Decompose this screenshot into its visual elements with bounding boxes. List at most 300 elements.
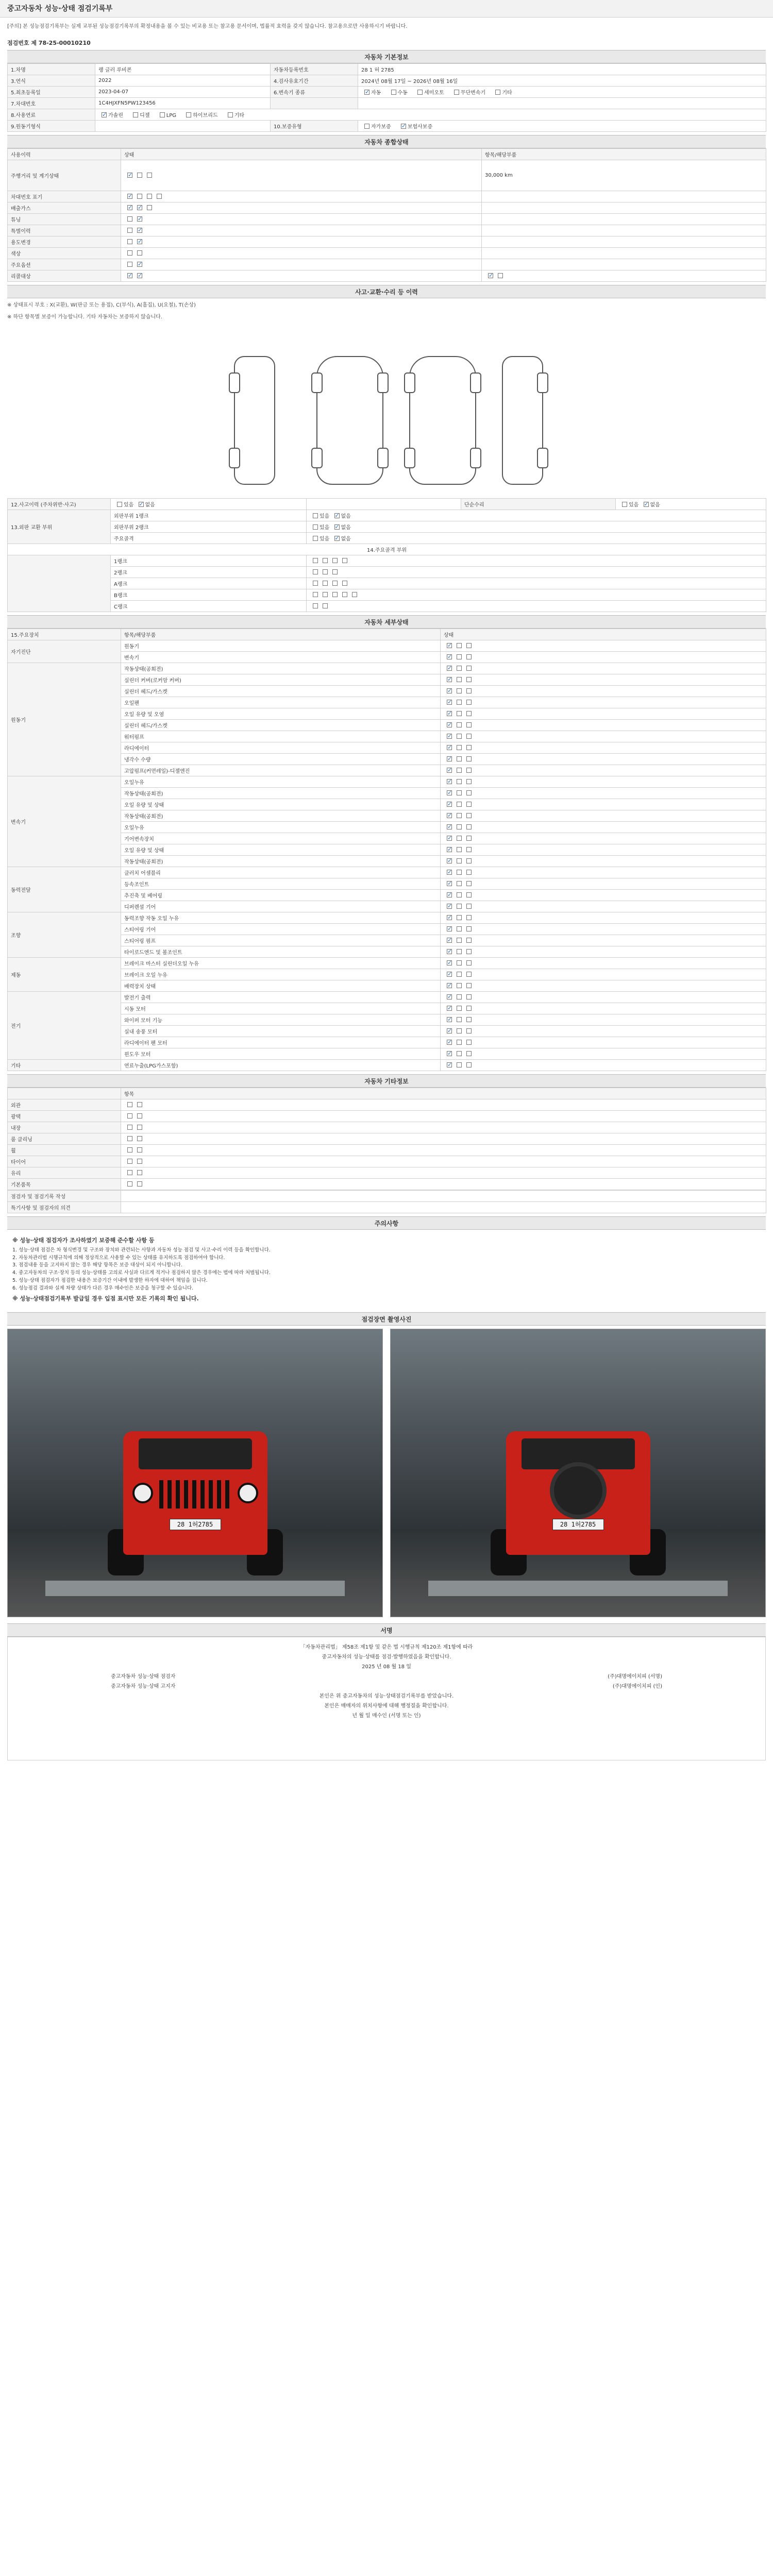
item-label: 라디에이터 팬 모터 [121, 1037, 441, 1048]
checkbox [332, 569, 338, 574]
checkbox [137, 173, 142, 178]
table-row [8, 776, 766, 788]
special-notes-table: 점검자 및 점검기록 작성 특기사항 및 점검자의 의견 [7, 1190, 766, 1213]
checkbox [127, 205, 132, 210]
damage-title: 사고·교환·수리 등 이력 [7, 285, 766, 298]
item-label: 냉각수 수량 [121, 754, 441, 765]
front-photo [7, 1329, 383, 1617]
checkbox [457, 802, 462, 807]
checkbox [457, 756, 462, 761]
checkbox [466, 768, 472, 773]
label: 8.사용연료 [8, 109, 95, 121]
red-jeep-front-icon: 28 1허2785 [123, 1431, 267, 1555]
checkbox [332, 581, 338, 586]
checkbox [313, 524, 318, 530]
item-label: 실린더 헤드/가스켓 [121, 720, 441, 731]
checkbox [466, 722, 472, 727]
checkbox [447, 802, 452, 807]
checkbox [137, 228, 142, 233]
value: 2024년 08월 17일 ~ 2026년 08월 16일 [358, 75, 766, 87]
status-checks [121, 1156, 766, 1167]
checkbox [313, 592, 318, 597]
table-row [8, 663, 766, 674]
item-label: 오일누유 [121, 822, 441, 833]
other-info-title: 자동차 기타정보 [7, 1074, 766, 1088]
table-row: 주행거리 및 계기상태 ✓ 30,000 km [8, 160, 766, 191]
row-label: 내장 [8, 1122, 121, 1133]
checkbox [127, 239, 132, 244]
table-row [8, 935, 766, 946]
table-row [8, 1133, 766, 1145]
checkbox [466, 858, 472, 863]
checkbox [644, 502, 649, 507]
item-label: 오일 유량 및 상태 [121, 844, 441, 856]
checkbox [447, 768, 452, 773]
table-row [8, 720, 766, 731]
checkbox [137, 1125, 142, 1130]
checkbox [457, 904, 462, 909]
checkbox [364, 124, 369, 129]
table-row: B랭크 [8, 589, 766, 601]
notes-title: 주의사항 [7, 1216, 766, 1230]
table-row [8, 867, 766, 878]
checkbox [457, 1006, 462, 1011]
status-checks [441, 958, 766, 969]
status-checks [121, 1122, 766, 1133]
table-row: 2랭크 [8, 567, 766, 578]
checkbox [447, 790, 452, 795]
checkbox [447, 926, 452, 931]
item-label: 실린더 헤드/가스켓 [121, 686, 441, 697]
checkbox [457, 722, 462, 727]
notice-text: [주의] 본 성능점검기록부는 실제 교부된 성능점검기록부의 확정내용을 볼 수 있는 비교용 또는 참고용 문서이며, 법률적 효력을 갖지 않습니다. 참고용으로만 사용하시기 바랍니다. [7, 24, 408, 29]
rear-photo [390, 1329, 766, 1617]
status-checks [441, 742, 766, 754]
table-row: 특별이력 ✓ [8, 225, 766, 236]
checkbox [466, 983, 472, 988]
checkbox [488, 273, 493, 278]
checkbox [313, 536, 318, 541]
checkbox [137, 216, 142, 222]
checkbox [457, 1051, 462, 1056]
table-row: C랭크 [8, 601, 766, 612]
checkbox [466, 836, 472, 841]
checkbox [447, 722, 452, 727]
status-checks [441, 980, 766, 992]
status-checks [441, 720, 766, 731]
checkbox [457, 734, 462, 739]
checkbox [457, 824, 462, 829]
checkbox [137, 1102, 142, 1107]
status-checks [441, 1026, 766, 1037]
table-row [8, 674, 766, 686]
status-checks [441, 924, 766, 935]
item-label: 실린더 커버(로커암 커버) [121, 674, 441, 686]
table-row [8, 708, 766, 720]
item-label: 윈도우 모터 [121, 1048, 441, 1060]
item-label: 스티어링 기어 [121, 924, 441, 935]
checkbox [457, 938, 462, 943]
item-label: 오일 유량 및 상태 [121, 799, 441, 810]
table-row: 외판부위 2랭크 있음 ✓없음 [8, 521, 766, 533]
basic-info-title: 자동차 기본정보 [7, 50, 766, 63]
checkbox [457, 847, 462, 852]
checkbox [466, 1051, 472, 1056]
checkbox [323, 569, 328, 574]
status-checks [441, 754, 766, 765]
checkbox [466, 654, 472, 659]
value: 2023-04-07 [95, 87, 271, 98]
checkbox [457, 666, 462, 671]
checkbox [127, 1170, 132, 1175]
document-number: 점검번호 제 78-25-00010210 [7, 40, 91, 46]
table-row [8, 1167, 766, 1179]
status-checks [441, 663, 766, 674]
checkbox [457, 1040, 462, 1045]
vehicle-diagram [7, 325, 766, 495]
checkbox [466, 904, 472, 909]
checkbox [457, 768, 462, 773]
status-checks [441, 708, 766, 720]
checkbox [457, 983, 462, 988]
table-row [8, 109, 766, 121]
checkbox [147, 173, 152, 178]
row-label: 기본품목 [8, 1179, 121, 1190]
table-row: 차대번호 표기 ✓ [8, 191, 766, 202]
checkbox [447, 666, 452, 671]
checkbox [447, 643, 452, 648]
item-label: 배력장치 상태 [121, 980, 441, 992]
checkbox [447, 1040, 452, 1045]
checkbox [447, 1017, 452, 1022]
status-checks [121, 1133, 766, 1145]
detail-table: 15.주요장치 항목/해당부품 상태 자기진단 원동기 ✓ 변속기 ✓ 원동기 작동상태(공회전) ✓ 실린더 커버(로커암 커버) ✓ 실린더 헤드/가스켓 ✓ 오일팬 ✓ 오일 유량 및 오염 ✓ 실린더 헤드/가스켓 ✓ 워터펌프 ✓ 라디에이터 ✓ 냉각수 수량 ✓ 고압펌프(커먼레일)-디젤엔진 ✓ 변속기 오일누유 ✓ 작동상태(공회전) ✓ 오일 유량 및 상태 ✓ 작동상태(공회전) ✓ 오일누유 ✓ 기어변속장치 ✓ 오일 유량 및 상태 ✓ 작동상태(공회전) ✓ 동력전달 클러치 어셈블리 ✓ 등속조인트 ✓ 추진축 및 베어링 ✓ 디퍼렌셜 기어 ✓ 조향 동력조향 작동 오일 누유 ✓ 스티어링 기어 ✓ 스티어링 펌프 ✓ 타이로드엔드 및 볼조인트 ✓ 제동 브레이크 마스터 실린더오일 누유 ✓ 브레이크 오일 누유 ✓ 배력장치 상태 ✓ 전기 발전기 출력 ✓ 시동 모터 ✓ 와이퍼 모터 기능 ✓ 실내 송풍 모터 ✓ 라디에이터 팬 모터 ✓ 윈도우 모터 ✓ 기타 연료누출(LPG가스포함) ✓ [7, 629, 766, 1071]
checkbox [323, 592, 328, 597]
status-checks [441, 652, 766, 663]
checkbox [457, 700, 462, 705]
table-row: 14.주요골격 부위 [8, 544, 766, 555]
label: 3.연식 [8, 75, 95, 87]
checkbox [457, 790, 462, 795]
summary-table: 사용이력 상태 항목/해당부품 주행거리 및 계기상태 ✓ 30,000 km 차대번호 표기 ✓ 배출가스 ✓✓ 튜닝 ✓ 특별이력 ✓ 용도변경 ✓ 색상 주요옵션 ✓ 리콜대상 ✓✓ ✓ [7, 148, 766, 282]
checkbox [160, 112, 165, 117]
table-row [8, 765, 766, 776]
checkbox [137, 205, 142, 210]
checkbox [466, 790, 472, 795]
checkbox [313, 581, 318, 586]
table-row [8, 121, 766, 132]
table-row [8, 980, 766, 992]
checkbox [454, 90, 459, 95]
checkbox [466, 847, 472, 852]
value: 랭 글러 루비콘 [95, 64, 271, 75]
status-checks [441, 935, 766, 946]
checkbox [466, 666, 472, 671]
checkbox [457, 654, 462, 659]
table-row [8, 912, 766, 924]
status-checks [441, 810, 766, 822]
value: 2022 [95, 75, 271, 87]
signature-title: 서명 [7, 1623, 766, 1637]
checkbox [127, 216, 132, 222]
checkbox [457, 858, 462, 863]
checkbox [313, 558, 318, 563]
signature-block: 「자동차관리법」 제58조 제1항 및 같은 법 시행규칙 제120조 제1항에 따라 중고자동차의 성능·상태를 점검·발행하였음을 확인합니다. 2025 년 08 월 18 일 중고자동차 성능·상태 점검자 (주)대명에이치피 (서명) 중고자동차 성능·상태 고지자 (주)대명에이치피 (인) 본인은 위 중고자동차의 성능·상태점검기록부를 받았습니다. 본인은 매매자의 위치사항에 대해 행정질을 확인합니다. 년 월 일 매수인 (서명 또는 인) [7, 1637, 766, 1760]
red-jeep-rear-icon: 28 1허2785 [506, 1431, 650, 1555]
checkbox [466, 677, 472, 682]
checkbox [457, 836, 462, 841]
checkbox [457, 870, 462, 875]
checkbox [498, 273, 503, 278]
table-row [8, 946, 766, 958]
checkbox [457, 972, 462, 977]
checkbox [342, 592, 347, 597]
checkbox [137, 262, 142, 267]
checkbox [466, 643, 472, 648]
checkbox [117, 502, 122, 507]
checkbox [127, 1113, 132, 1118]
table-row [8, 742, 766, 754]
checkbox [447, 700, 452, 705]
value [95, 121, 271, 132]
label: 4.검사유효기간 [271, 75, 358, 87]
checkbox [137, 194, 142, 199]
mileage-value: 30,000 km [482, 160, 766, 191]
checkbox [457, 711, 462, 716]
table-row: 튜닝 ✓ [8, 214, 766, 225]
status-checks [441, 1037, 766, 1048]
table-row [8, 652, 766, 663]
group-label: 동력전달 [8, 867, 121, 912]
checkbox [447, 734, 452, 739]
item-label: 클러치 어셈블리 [121, 867, 441, 878]
item-label: 오일누유 [121, 776, 441, 788]
car-diagram-top-icon [316, 356, 383, 485]
table-row [8, 697, 766, 708]
checkbox [364, 90, 369, 95]
checkbox [447, 1051, 452, 1056]
item-label: 추진축 및 베어링 [121, 890, 441, 901]
checkbox [466, 915, 472, 920]
checkbox [137, 273, 142, 278]
item-label: 오일팬 [121, 697, 441, 708]
checkbox [466, 960, 472, 965]
checkbox [457, 926, 462, 931]
item-label: 동력조향 작동 오일 누유 [121, 912, 441, 924]
checkbox [466, 972, 472, 977]
checkbox [466, 824, 472, 829]
status-checks [441, 890, 766, 901]
checkbox [313, 513, 318, 518]
status-checks [121, 1099, 766, 1111]
table-row [8, 822, 766, 833]
table-row [8, 856, 766, 867]
checkbox [457, 960, 462, 965]
table-row [8, 1048, 766, 1060]
status-checks [441, 1060, 766, 1071]
checkbox [342, 581, 347, 586]
status-checks [121, 1179, 766, 1190]
table-row [8, 1111, 766, 1122]
table-row [8, 799, 766, 810]
photos-title: 점검장면 촬영사진 [7, 1312, 766, 1326]
checkbox [447, 892, 452, 897]
checkbox [127, 262, 132, 267]
checkbox [466, 688, 472, 693]
table-row [8, 1003, 766, 1014]
checkbox [137, 1113, 142, 1118]
item-label: 타이로드엔드 및 볼조인트 [121, 946, 441, 958]
other-info-table: 항목 외관 광택 내장 룸 클리닝 휠 타이어 유리 기본품목 [7, 1088, 766, 1190]
checkbox [466, 711, 472, 716]
item-label: 작동상태(공회전) [121, 663, 441, 674]
label: 9.원동기형식 [8, 121, 95, 132]
checkbox [457, 949, 462, 954]
checkbox [137, 239, 142, 244]
checkbox [447, 972, 452, 977]
item-label: 발전기 출력 [121, 992, 441, 1003]
checkbox [457, 745, 462, 750]
checkbox [447, 836, 452, 841]
status-checks [441, 844, 766, 856]
group-label: 전기 [8, 992, 121, 1060]
checkbox [457, 1062, 462, 1067]
checkbox [447, 1006, 452, 1011]
checkbox [466, 700, 472, 705]
label: 5.최초등록일 [8, 87, 95, 98]
checkbox [447, 960, 452, 965]
row-label: 룸 클리닝 [8, 1133, 121, 1145]
checkbox [457, 881, 462, 886]
status-checks [441, 731, 766, 742]
label: 10.보증유형 [271, 121, 358, 132]
checkbox [127, 273, 132, 278]
group-label: 제동 [8, 958, 121, 992]
status-checks [441, 1003, 766, 1014]
status-checks [441, 969, 766, 980]
checkbox [127, 1136, 132, 1141]
checkbox [466, 949, 472, 954]
checkbox [457, 1028, 462, 1033]
checkbox [495, 90, 500, 95]
table-row [8, 878, 766, 890]
detail-title: 자동차 세부상태 [7, 615, 766, 629]
group-label: 기타 [8, 1060, 121, 1071]
status-checks [121, 1167, 766, 1179]
car-diagram-right-icon [502, 356, 543, 485]
item-label: 고압펌프(커먼레일)-디젤엔진 [121, 765, 441, 776]
item-label: 작동상태(공회전) [121, 810, 441, 822]
legend-symbols: ※ 상태표시 부호 : X(교환), W(판금 또는 용접), C(부식), A(흠집), U(요철), T(손상) [7, 302, 196, 308]
checkbox [127, 1125, 132, 1130]
label: 1.차명 [8, 64, 95, 75]
status-checks [121, 1111, 766, 1122]
checkbox [466, 779, 472, 784]
value: 28 1 허 2785 [358, 64, 766, 75]
status-checks [441, 765, 766, 776]
status-checks [441, 833, 766, 844]
checkbox [447, 858, 452, 863]
status-checks [441, 901, 766, 912]
table-row [8, 686, 766, 697]
checkbox [466, 1006, 472, 1011]
checkbox [447, 983, 452, 988]
checkbox [228, 112, 233, 117]
checkbox [447, 745, 452, 750]
item-label: 작동상태(공회전) [121, 788, 441, 799]
checkbox [334, 536, 340, 541]
value: 1C4HJXFN5PW123456 [95, 98, 271, 109]
table-row [8, 788, 766, 799]
status-checks [441, 799, 766, 810]
checkbox [466, 813, 472, 818]
item-label: 등속조인트 [121, 878, 441, 890]
fuel-options: ✓ 가솔린 디젤 LPG 하이브리드 기타 [95, 109, 766, 121]
document-title: 중고자동차 성능·상태 점검기록부 [0, 0, 773, 18]
item-label: 기어변속장치 [121, 833, 441, 844]
status-checks [441, 697, 766, 708]
table-row: 배출가스 ✓✓ [8, 202, 766, 214]
checkbox [127, 1147, 132, 1153]
item-label: 브레이크 마스터 실린더오일 누유 [121, 958, 441, 969]
checkbox [417, 90, 423, 95]
item-label: 워터펌프 [121, 731, 441, 742]
checkbox [137, 1170, 142, 1175]
checkbox [457, 779, 462, 784]
checkbox [466, 1017, 472, 1022]
label: 6.변속기 종류 [271, 87, 358, 98]
legend-note: ※ 하단 항목별 보증이 가능합니다. 기타 자동차는 보증하지 않습니다. [7, 314, 162, 320]
checkbox [447, 677, 452, 682]
table-row [8, 844, 766, 856]
checkbox [127, 250, 132, 256]
group-label: 자기진단 [8, 640, 121, 663]
checkbox [447, 813, 452, 818]
checkbox [457, 677, 462, 682]
checkbox [457, 994, 462, 999]
car-diagram-left-icon [234, 356, 275, 485]
row-label: 외관 [8, 1099, 121, 1111]
table-row: 리콜대상 ✓✓ ✓ [8, 270, 766, 282]
checkbox [137, 1159, 142, 1164]
inspection-photos [7, 1329, 766, 1617]
checkbox [102, 112, 107, 117]
table-row [8, 75, 766, 87]
status-checks [441, 867, 766, 878]
checkbox [447, 870, 452, 875]
item-label: 디퍼렌셜 기어 [121, 901, 441, 912]
checkbox [457, 892, 462, 897]
checkbox [466, 1062, 472, 1067]
checkbox [457, 813, 462, 818]
checkbox [323, 603, 328, 608]
table-row: A랭크 [8, 578, 766, 589]
item-label: 라디에이터 [121, 742, 441, 754]
checkbox [447, 994, 452, 999]
checkbox [127, 1159, 132, 1164]
status-checks [441, 912, 766, 924]
checkbox [457, 1017, 462, 1022]
checkbox [391, 90, 396, 95]
checkbox [137, 1147, 142, 1153]
checkbox [466, 881, 472, 886]
damage-table [7, 498, 766, 612]
checkbox [137, 250, 142, 256]
checkbox [127, 194, 132, 199]
checkbox [466, 1028, 472, 1033]
checkbox [466, 756, 472, 761]
status-checks [441, 822, 766, 833]
